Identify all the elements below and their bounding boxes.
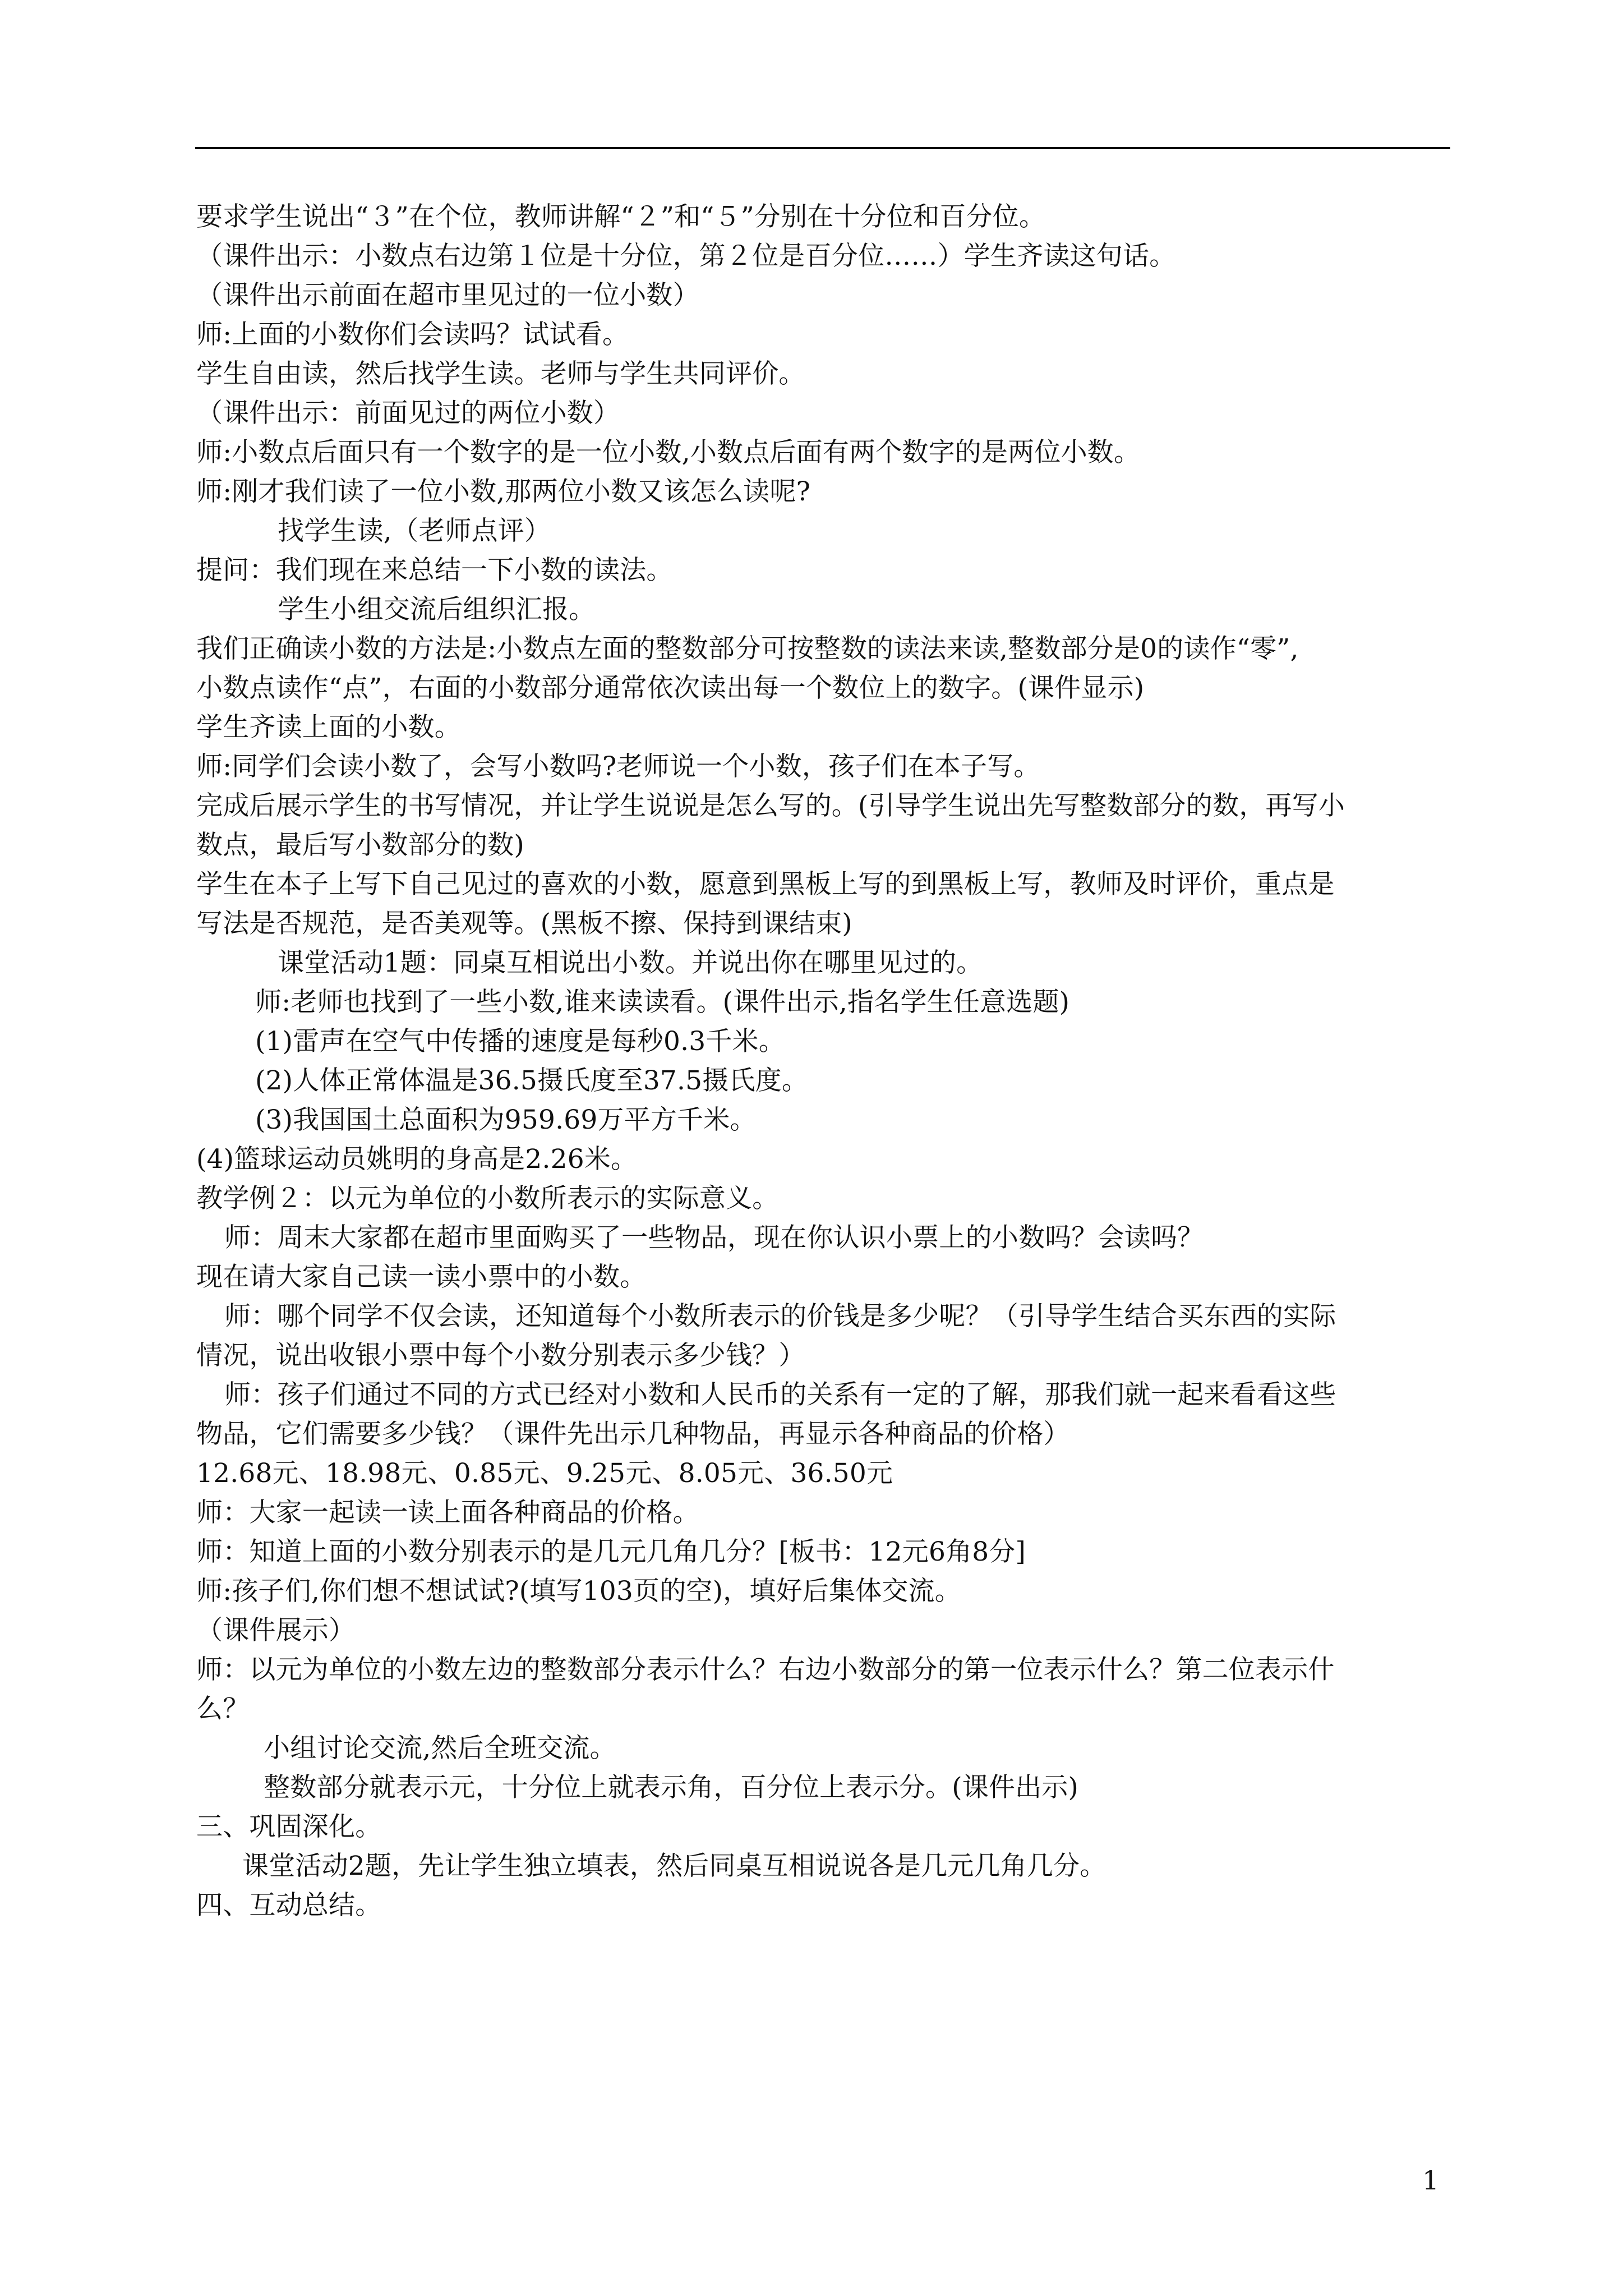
text-line: （课件出示：小数点右边第１位是十分位，第２位是百分位……）学生齐读这句话。 bbox=[196, 241, 1176, 272]
text-line: 要求学生说出“３”在个位，教师讲解“２”和“５”分别在十分位和百分位。 bbox=[196, 201, 1046, 232]
text-line: 师：以元为单位的小数左边的整数部分表示什么？右边小数部分的第一位表示什么？第二位表示什 bbox=[196, 1654, 1335, 1685]
text-line: （课件出示：前面见过的两位小数） bbox=[196, 398, 620, 429]
text-line: 提问：我们现在来总结一下小数的读法。 bbox=[196, 555, 673, 586]
text-line: 师:孩子们,你们想不想试试?(填写103页的空)，填好后集体交流。 bbox=[196, 1576, 961, 1607]
text-line: 师：大家一起读一读上面各种商品的价格。 bbox=[196, 1497, 699, 1528]
text-line: 么？ bbox=[196, 1694, 250, 1724]
text-line: 找学生读,（老师点评） bbox=[278, 516, 551, 546]
text-line: 师:上面的小数你们会读吗？试试看。 bbox=[196, 319, 629, 350]
text-line: 写法是否规范，是否美观等。(黑板不擦、保持到课结束) bbox=[196, 908, 852, 939]
text-line: 学生自由读，然后找学生读。老师与学生共同评价。 bbox=[196, 358, 805, 389]
text-line: 师：周末大家都在超市里面购买了一些物品，现在你认识小票上的小数吗？会读吗？ bbox=[224, 1222, 1204, 1253]
text-line: 学生齐读上面的小数。 bbox=[196, 712, 461, 743]
text-line: 数点，最后写小数部分的数) bbox=[196, 830, 524, 861]
text-line: 小组讨论交流,然后全班交流。 bbox=[264, 1733, 616, 1764]
header-rule bbox=[195, 147, 1450, 149]
text-line: 完成后展示学生的书写情况，并让学生说说是怎么写的。(引导学生说出先写整数部分的数，再写小 bbox=[196, 790, 1345, 821]
text-line: 学生在本子上写下自己见过的喜欢的小数，愿意到黑板上写的到黑板上写，教师及时评价，重点是 bbox=[196, 869, 1335, 900]
text-line: 整数部分就表示元，十分位上就表示角，百分位上表示分。(课件出示) bbox=[264, 1772, 1079, 1803]
text-line: 师：孩子们通过不同的方式已经对小数和人民币的关系有一定的了解，那我们就一起来看看这些 bbox=[224, 1379, 1336, 1410]
text-line: 师:同学们会读小数了，会写小数吗?老师说一个小数，孩子们在本子写。 bbox=[196, 751, 1040, 782]
text-line: 三、巩固深化。 bbox=[196, 1811, 382, 1842]
text-line: 师:小数点后面只有一个数字的是一位小数,小数点后面有两个数字的是两位小数。 bbox=[196, 437, 1141, 468]
text-line: 学生小组交流后组织汇报。 bbox=[278, 594, 596, 625]
text-line: 我们正确读小数的方法是:小数点左面的整数部分可按整数的读法来读,整数部分是0的读作“零”, bbox=[196, 633, 1299, 664]
text-line: 师:老师也找到了一些小数,谁来读读看。(课件出示,指名学生任意选题) bbox=[255, 987, 1070, 1018]
text-line: （课件展示） bbox=[196, 1615, 356, 1646]
text-line: 四、互动总结。 bbox=[196, 1890, 382, 1921]
text-line: （课件出示前面在超市里见过的一位小数） bbox=[196, 280, 699, 311]
text-line: (3)我国国土总面积为959.69万平方千米。 bbox=[255, 1105, 757, 1135]
text-line: 课堂活动2题，先让学生独立填表，然后同桌互相说说各是几元几角几分。 bbox=[242, 1851, 1106, 1881]
text-line: (2)人体正常体温是36.5摄氏度至37.5摄氏度。 bbox=[255, 1065, 809, 1096]
text-line: 小数点读作“点”，右面的小数部分通常依次读出每一个数位上的数字。(课件显示) bbox=[196, 673, 1145, 703]
text-line: 师:刚才我们读了一位小数,那两位小数又该怎么读呢? bbox=[196, 476, 810, 507]
text-line: 师：知道上面的小数分别表示的是几元几角几分？[板书：12元6角8分] bbox=[196, 1536, 1026, 1567]
text-line: 情况，说出收银小票中每个小数分别表示多少钱？） bbox=[196, 1340, 805, 1371]
document-body bbox=[196, 197, 1453, 1925]
text-line: 12.68元、18.98元、0.85元、9.25元、8.05元、36.50元 bbox=[196, 1458, 893, 1489]
text-line: (1)雷声在空气中传播的速度是每秒0.3千米。 bbox=[255, 1026, 785, 1057]
text-line: 物品，它们需要多少钱？（课件先出示几种物品，再显示各种商品的价格） bbox=[196, 1419, 1070, 1450]
text-line: 教学例２：以元为单位的小数所表示的实际意义。 bbox=[196, 1183, 779, 1214]
page-number: 1 bbox=[1422, 2165, 1439, 2196]
text-line: (4)篮球运动员姚明的身高是2.26米。 bbox=[196, 1144, 638, 1175]
text-line: 现在请大家自己读一读小票中的小数。 bbox=[196, 1262, 647, 1292]
text-line: 课堂活动1题：同桌互相说出小数。并说出你在哪里见过的。 bbox=[278, 947, 983, 978]
text-line: 师：哪个同学不仅会读，还知道每个小数所表示的价钱是多少呢？（引导学生结合买东西的实际 bbox=[224, 1301, 1336, 1332]
